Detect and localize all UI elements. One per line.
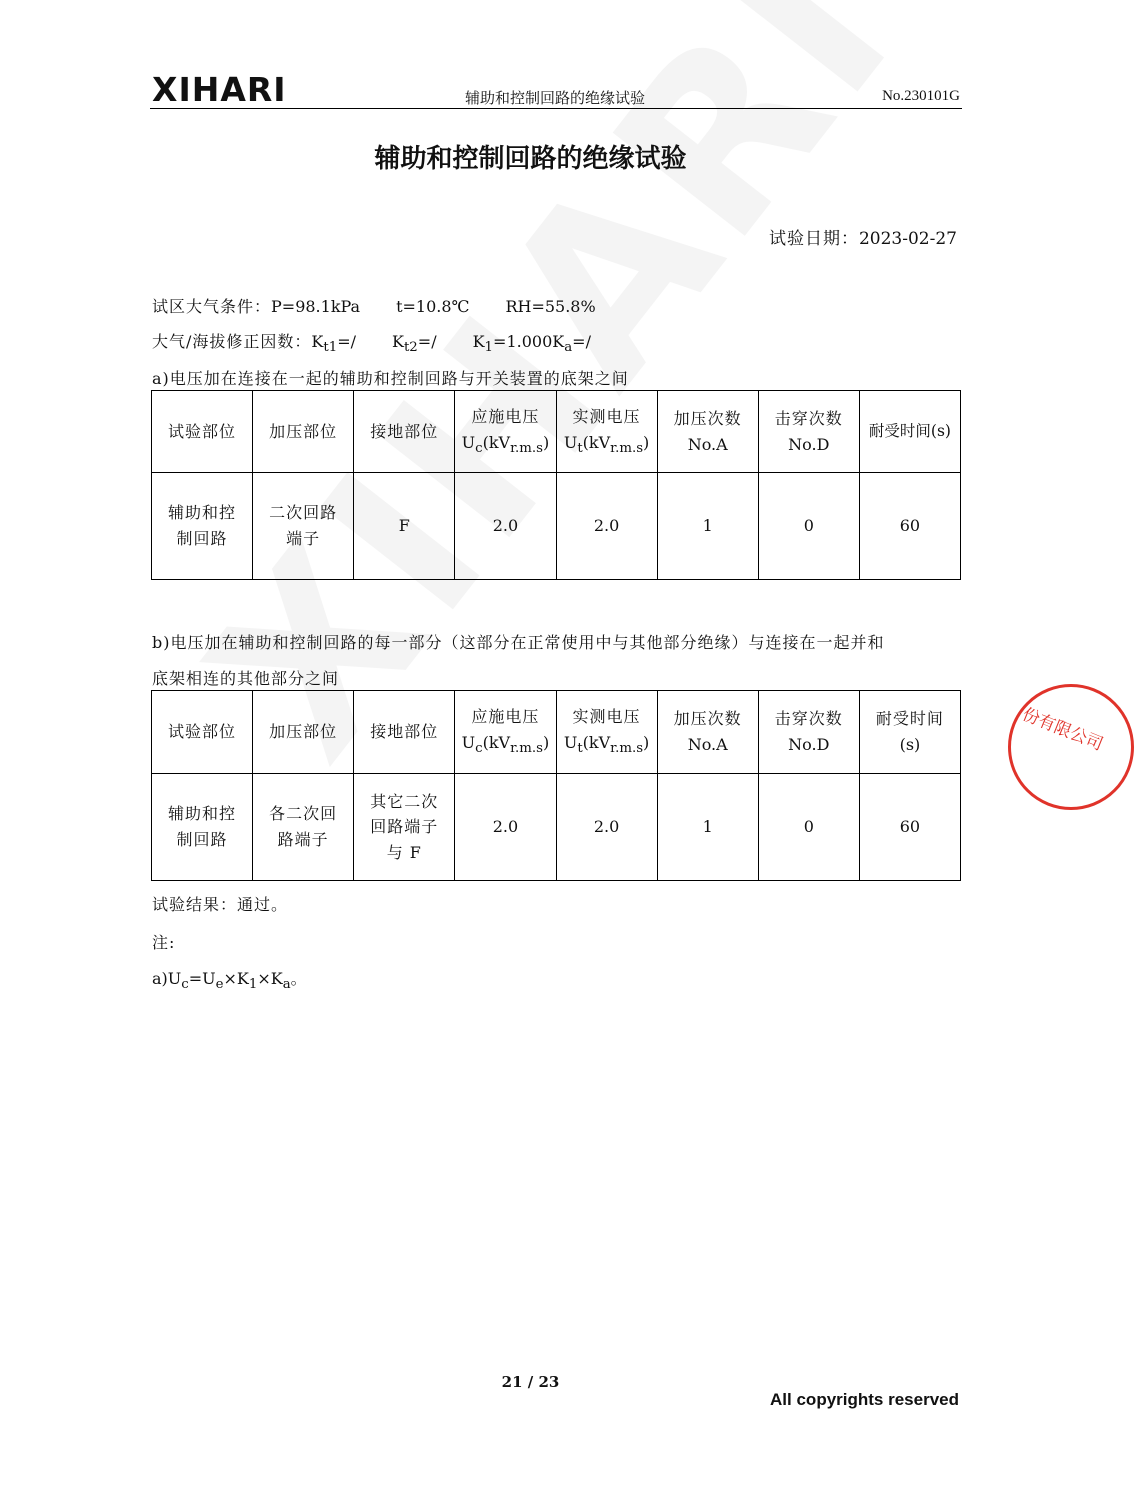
atmospheric-conditions: 试区大气条件：P=98.1kPa t=10.8℃ RH=55.8%	[152, 297, 596, 316]
header-apply-count: 加压次数 No.A	[657, 691, 758, 774]
page-header	[150, 70, 962, 109]
header-apply-count: 加压次数 No.A	[657, 391, 758, 473]
header-title: 辅助和控制回路的绝缘试验	[464, 89, 645, 107]
header-applied-part: 加压部位	[253, 691, 354, 774]
header-test-part: 试验部位	[152, 391, 253, 473]
cell-breakdown-count: 0	[758, 473, 859, 580]
header-withstand-time: 耐受时间(s)	[859, 391, 960, 473]
cell-applied-part: 各二次回 路端子	[253, 774, 354, 881]
cell-measured-voltage: 2.0	[556, 473, 657, 580]
header-ground-part: 接地部位	[354, 691, 455, 774]
test-date: 试验日期：2023-02-27	[768, 229, 957, 249]
cell-applied-voltage: 2.0	[455, 774, 556, 881]
note-label: 注:	[152, 933, 176, 952]
section-b-heading-line2: 底架相连的其他部分之间	[152, 669, 340, 688]
table-a	[151, 390, 961, 580]
company-seal-stamp: 份有限公司	[1008, 684, 1134, 810]
header-withstand-time: 耐受时间 (s)	[859, 691, 960, 774]
correction-factors: 大气/海拔修正因数：$K_{t1}=/$ $K_{t2}=/$ $K_1=1.000K_a=/$	[152, 332, 591, 356]
table-b	[151, 690, 961, 881]
cell-test-part: 辅助和控 制回路	[152, 473, 253, 580]
section-a-heading: a)电压加在连接在一起的辅助和控制回路与开关装置的底架之间	[152, 369, 629, 388]
header-measured-voltage: 实测电压 $U_t(kV_{r.m.s})$	[556, 391, 657, 473]
header-breakdown-count: 击穿次数 No.D	[758, 391, 859, 473]
header-applied-voltage: 应施电压 $U_c(kV_{r.m.s})$	[455, 391, 556, 473]
company-logo: XIHARI	[152, 70, 287, 109]
cell-withstand-time: 60	[859, 774, 960, 881]
cell-withstand-time: 60	[859, 473, 960, 580]
table-row	[152, 774, 961, 881]
header-applied-voltage: 应施电压 $U_c(kV_{r.m.s})$	[455, 691, 556, 774]
cell-apply-count: 1	[657, 774, 758, 881]
cell-ground-part: 其它二次 回路端子 与 F	[354, 774, 455, 881]
copyright-notice: All copyrights reserved	[770, 1390, 959, 1409]
cell-ground-part: F	[354, 473, 455, 580]
header-measured-voltage: 实测电压 $U_t(kV_{r.m.s})$	[556, 691, 657, 774]
cell-applied-part: 二次回路 端子	[253, 473, 354, 580]
test-result: 试验结果：通过。	[152, 895, 289, 914]
cell-breakdown-count: 0	[758, 774, 859, 881]
page-number: 21 / 23	[501, 1373, 560, 1391]
header-breakdown-count: 击穿次数 No.D	[758, 691, 859, 774]
header-test-part: 试验部位	[152, 691, 253, 774]
table-row	[152, 473, 961, 580]
table-row	[152, 691, 961, 774]
section-b-heading-line1: b)电压加在辅助和控制回路的每一部分（这部分在正常使用中与其他部分绝缘）与连接在一起并和	[152, 633, 885, 652]
cell-applied-voltage: 2.0	[455, 473, 556, 580]
cell-test-part: 辅助和控 制回路	[152, 774, 253, 881]
page-title: 辅助和控制回路的绝缘试验	[374, 144, 687, 174]
header-ground-part: 接地部位	[354, 391, 455, 473]
cell-measured-voltage: 2.0	[556, 774, 657, 881]
cell-apply-count: 1	[657, 473, 758, 580]
header-applied-part: 加压部位	[253, 391, 354, 473]
note-formula: $a)U_c=U_e\times K_1\times K_a$。	[152, 969, 307, 993]
table-row	[152, 391, 961, 473]
document-number: No.230101G	[882, 88, 960, 104]
